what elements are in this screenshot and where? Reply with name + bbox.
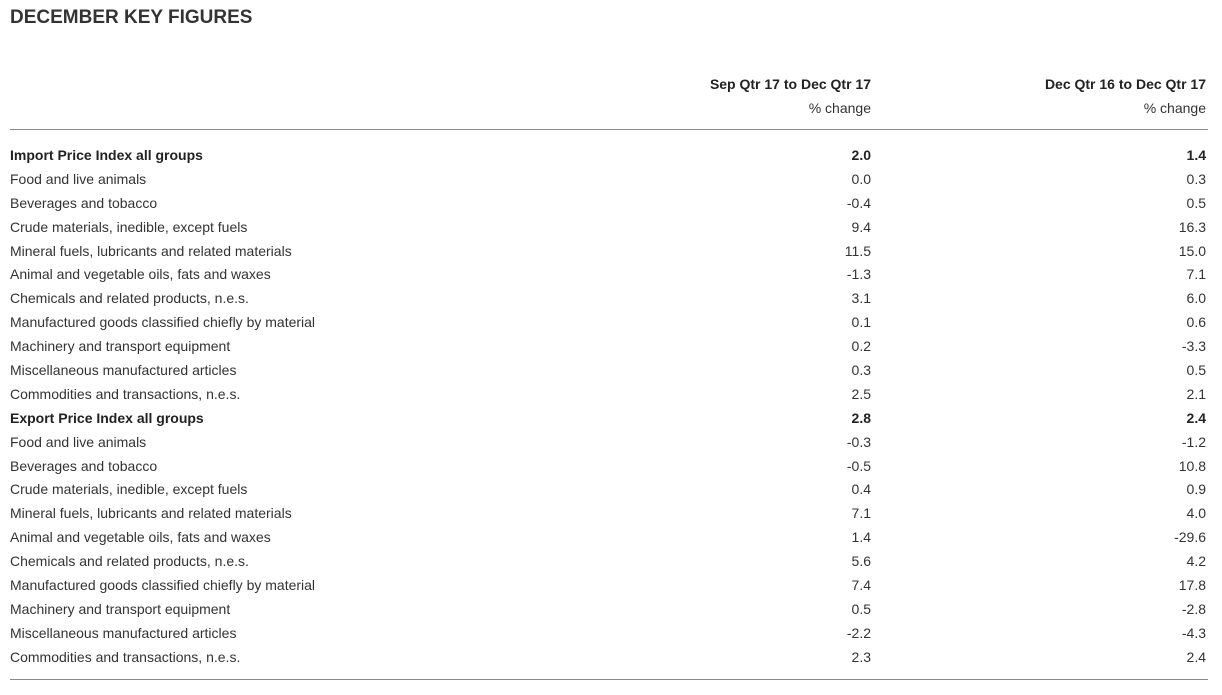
quarterly-change-value: 0.0 bbox=[851, 170, 871, 187]
annual-change-value: -4.3 bbox=[1181, 624, 1206, 641]
row-label: Animal and vegetable oils, fats and waxes bbox=[10, 529, 271, 546]
annual-change-value: 2.4 bbox=[1186, 409, 1206, 426]
table-row bbox=[10, 239, 1207, 263]
quarterly-change-value: 0.1 bbox=[851, 314, 871, 331]
key-figures-table bbox=[10, 143, 1207, 669]
quarterly-change-value: 0.5 bbox=[851, 600, 871, 617]
annual-change-value: 2.1 bbox=[1186, 385, 1206, 402]
annual-change-value: 0.5 bbox=[1186, 194, 1206, 211]
quarterly-change-value: -0.5 bbox=[846, 457, 871, 474]
table-row bbox=[10, 597, 1207, 621]
quarterly-change-value: 2.0 bbox=[851, 147, 871, 163]
row-label: Beverages and tobacco bbox=[10, 194, 158, 211]
annual-change-value: -1.2 bbox=[1181, 433, 1206, 450]
column-header-annual bbox=[1045, 72, 1206, 120]
annual-change-value: 16.3 bbox=[1178, 218, 1206, 235]
row-label: Crude materials, inedible, except fuels bbox=[10, 218, 248, 235]
quarterly-change-value: 3.1 bbox=[851, 290, 871, 307]
quarterly-change-value: 5.6 bbox=[851, 553, 871, 570]
annual-change-value: 10.8 bbox=[1178, 457, 1206, 474]
table-row bbox=[10, 334, 1207, 358]
row-label: Mineral fuels, lubricants and related materials bbox=[10, 505, 292, 522]
quarterly-change-value: 0.2 bbox=[851, 338, 871, 355]
quarterly-change-value: 2.5 bbox=[851, 385, 871, 402]
quarterly-change-value: -2.2 bbox=[846, 624, 871, 641]
table-row bbox=[10, 310, 1207, 334]
table-row bbox=[10, 215, 1207, 239]
column-header-unit: % change bbox=[1143, 100, 1206, 116]
quarterly-change-value: 1.4 bbox=[851, 529, 871, 546]
table-top-rule bbox=[10, 129, 1208, 130]
table-row bbox=[10, 621, 1207, 645]
table-row bbox=[10, 167, 1207, 191]
table-row bbox=[10, 382, 1207, 406]
row-label: Food and live animals bbox=[10, 433, 147, 450]
column-header-period: Dec Qtr 16 to Dec Qtr 17 bbox=[1044, 76, 1206, 92]
row-label: Export Price Index all groups bbox=[10, 409, 204, 426]
quarterly-change-value: 0.4 bbox=[851, 481, 871, 498]
quarterly-change-value: 7.4 bbox=[851, 577, 871, 594]
annual-change-value: 4.2 bbox=[1186, 553, 1206, 570]
annual-change-value: 0.3 bbox=[1186, 170, 1206, 187]
annual-change-value: 2.4 bbox=[1186, 648, 1206, 665]
row-label: Crude materials, inedible, except fuels bbox=[10, 481, 248, 498]
table-row bbox=[10, 573, 1207, 597]
annual-change-value: -3.3 bbox=[1181, 338, 1206, 355]
table-row bbox=[10, 549, 1207, 573]
column-header-period: Sep Qtr 17 to Dec Qtr 17 bbox=[709, 76, 871, 92]
row-label: Chemicals and related products, n.e.s. bbox=[10, 553, 249, 570]
row-label: Import Price Index all groups bbox=[10, 147, 203, 163]
quarterly-change-value: 2.8 bbox=[851, 409, 871, 426]
table-row bbox=[10, 358, 1207, 382]
annual-change-value: 0.6 bbox=[1186, 314, 1206, 331]
table-row bbox=[10, 286, 1207, 310]
annual-change-value: 17.8 bbox=[1178, 577, 1206, 594]
row-label: Machinery and transport equipment bbox=[10, 338, 231, 355]
quarterly-change-value: 0.3 bbox=[851, 362, 871, 379]
row-label: Food and live animals bbox=[10, 170, 147, 187]
quarterly-change-value: 9.4 bbox=[851, 218, 871, 235]
row-label: Miscellaneous manufactured articles bbox=[10, 624, 237, 641]
page-title: DECEMBER KEY FIGURES bbox=[10, 7, 253, 28]
table-row bbox=[10, 454, 1207, 478]
row-label: Animal and vegetable oils, fats and waxes bbox=[10, 266, 271, 283]
row-label: Beverages and tobacco bbox=[10, 457, 158, 474]
table-row bbox=[10, 477, 1207, 501]
annual-change-value: 0.5 bbox=[1186, 362, 1206, 379]
annual-change-value: 7.1 bbox=[1186, 266, 1206, 283]
row-label: Machinery and transport equipment bbox=[10, 600, 231, 617]
quarterly-change-value: 2.3 bbox=[851, 648, 871, 665]
row-label: Miscellaneous manufactured articles bbox=[10, 362, 237, 379]
annual-change-value: -29.6 bbox=[1174, 529, 1206, 546]
row-label: Commodities and transactions, n.e.s. bbox=[10, 385, 241, 402]
column-header-unit: % change bbox=[808, 100, 871, 116]
quarterly-change-value: -0.3 bbox=[846, 433, 871, 450]
column-header-quarterly bbox=[710, 72, 871, 120]
quarterly-change-value: -0.4 bbox=[846, 194, 871, 211]
annual-change-value: 15.0 bbox=[1178, 242, 1206, 259]
table-group-row bbox=[10, 406, 1207, 430]
annual-change-value: 6.0 bbox=[1186, 290, 1206, 307]
annual-change-value: 1.4 bbox=[1186, 147, 1206, 163]
row-label: Commodities and transactions, n.e.s. bbox=[10, 648, 241, 665]
table-header bbox=[10, 72, 1207, 122]
annual-change-value: 4.0 bbox=[1186, 505, 1206, 522]
table-group-row bbox=[10, 143, 1207, 167]
row-label: Chemicals and related products, n.e.s. bbox=[10, 290, 249, 307]
annual-change-value: -2.8 bbox=[1181, 600, 1206, 617]
quarterly-change-value: -1.3 bbox=[846, 266, 871, 283]
table-row bbox=[10, 525, 1207, 549]
table-row bbox=[10, 430, 1207, 454]
table-row bbox=[10, 262, 1207, 286]
quarterly-change-value: 11.5 bbox=[844, 242, 871, 259]
annual-change-value: 0.9 bbox=[1186, 481, 1206, 498]
table-row bbox=[10, 645, 1207, 669]
table-row bbox=[10, 191, 1207, 215]
row-label: Mineral fuels, lubricants and related materials bbox=[10, 242, 292, 259]
row-label: Manufactured goods classified chiefly by material bbox=[10, 314, 316, 331]
row-label: Manufactured goods classified chiefly by material bbox=[10, 577, 316, 594]
table-bottom-rule bbox=[10, 679, 1208, 680]
table-row bbox=[10, 501, 1207, 525]
quarterly-change-value: 7.1 bbox=[851, 505, 871, 522]
